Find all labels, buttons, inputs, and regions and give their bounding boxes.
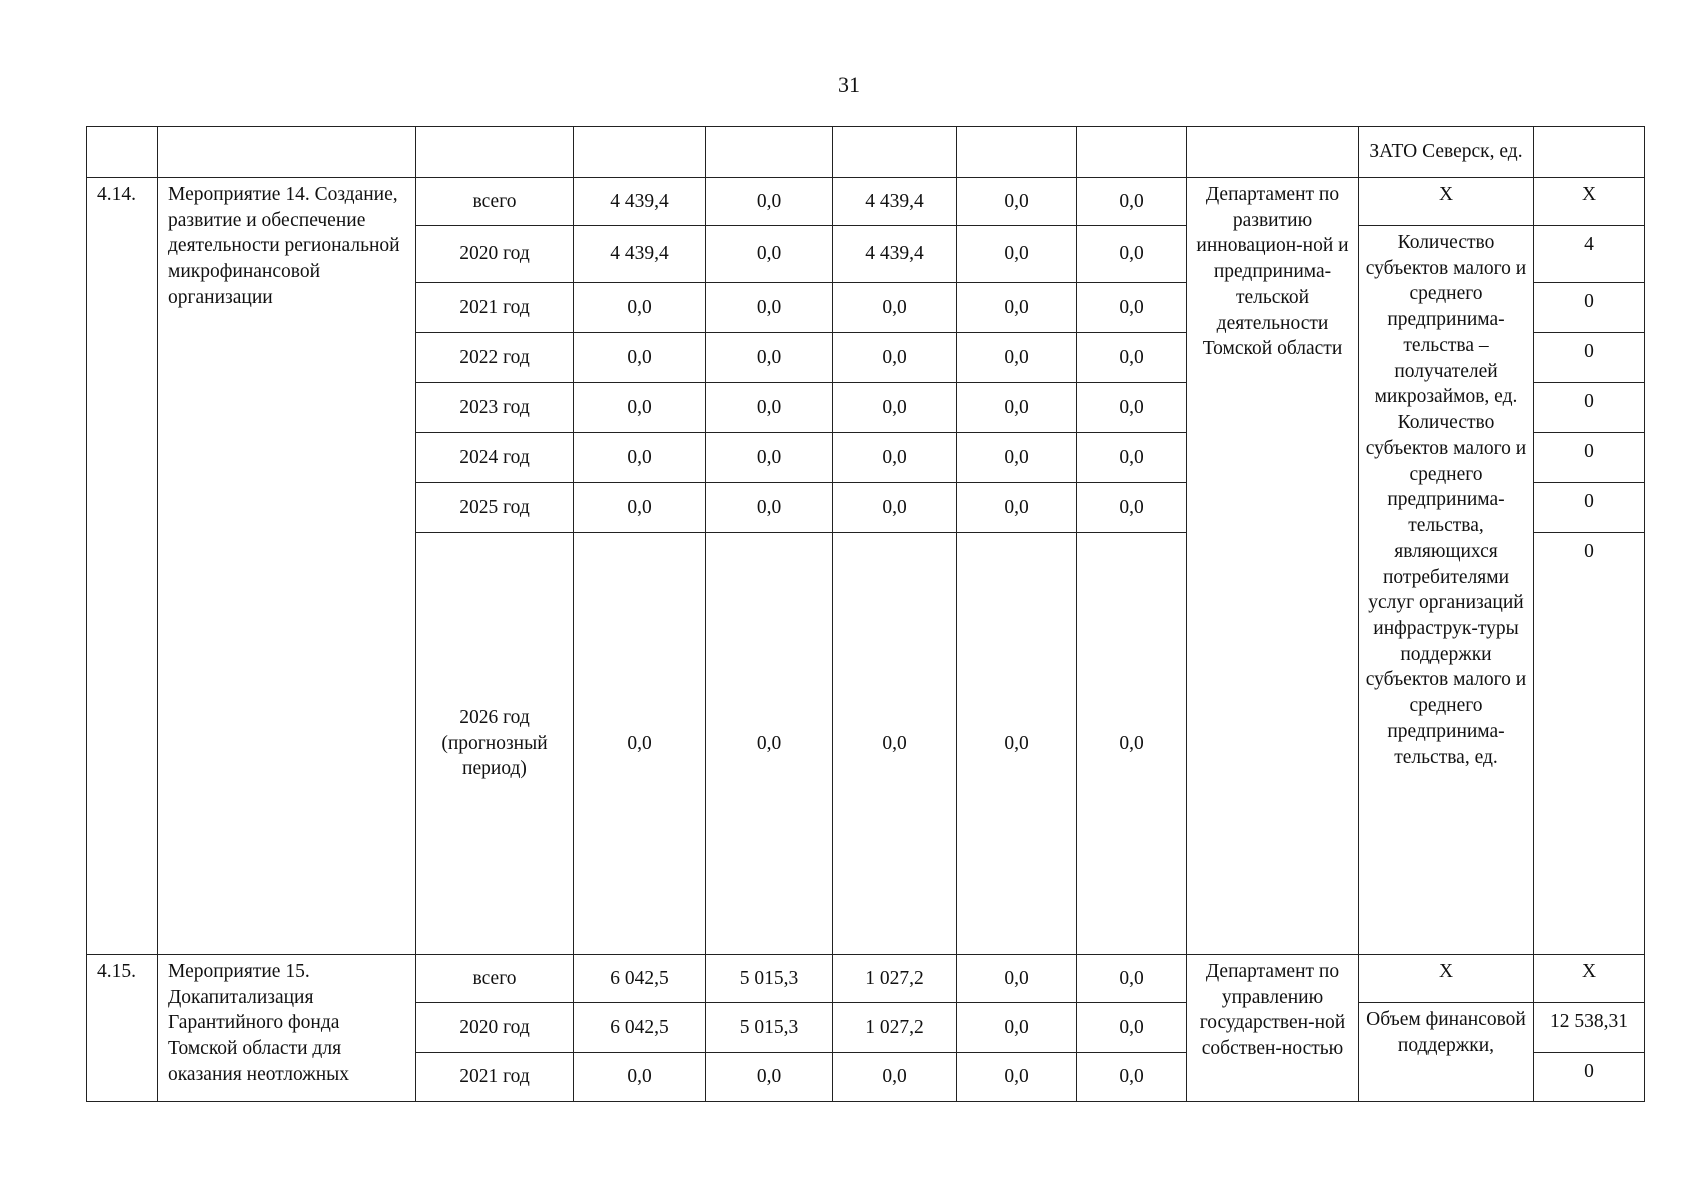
- indicator-value: 12 538,31: [1534, 1003, 1645, 1053]
- value-federal: 0,0: [706, 226, 833, 283]
- period: 2023 год: [416, 383, 574, 433]
- value-total: 0,0: [574, 283, 706, 333]
- value-regional: 0,0: [833, 383, 957, 433]
- value-regional: 0,0: [833, 483, 957, 533]
- table-row: [87, 955, 1645, 1003]
- item-number: 4.14.: [87, 178, 158, 955]
- value-federal: 5 015,3: [706, 1003, 833, 1053]
- indicator-value: 4: [1534, 226, 1645, 283]
- value-federal: 0,0: [706, 433, 833, 483]
- item-title: Мероприятие 14. Создание, развитие и обеспечение деятельности региональной микрофинансовой организации: [158, 178, 416, 955]
- period: 2020 год: [416, 1003, 574, 1053]
- cell-empty: [706, 127, 833, 178]
- value-federal: 5 015,3: [706, 955, 833, 1003]
- value-total: 6 042,5: [574, 1003, 706, 1053]
- indicator-text: Количество субъектов малого и среднего предпринима-тельства – получателей микрозаймов, ед. Количество субъектов малого и среднего предпринима-тельства, являющихся потребителями услуг организаций инфраструк-туры поддержки субъектов малого и среднего предпринима-тельства, ед.: [1359, 226, 1534, 955]
- value-local: 0,0: [957, 178, 1077, 226]
- item-number: 4.15.: [87, 955, 158, 1102]
- page-number: 31: [838, 72, 860, 97]
- value-regional: 0,0: [833, 533, 957, 955]
- period: всего: [416, 178, 574, 226]
- cell-empty: [158, 127, 416, 178]
- table-row: [87, 178, 1645, 226]
- value-total: 0,0: [574, 483, 706, 533]
- cell-empty: [833, 127, 957, 178]
- value-federal: 0,0: [706, 178, 833, 226]
- value-federal: 0,0: [706, 1053, 833, 1102]
- value-other: 0,0: [1077, 533, 1187, 955]
- value-regional: 0,0: [833, 1053, 957, 1102]
- value-total: 6 042,5: [574, 955, 706, 1003]
- value-local: 0,0: [957, 1053, 1077, 1102]
- value-other: 0,0: [1077, 433, 1187, 483]
- value-total: 0,0: [574, 383, 706, 433]
- indicator-value: 0: [1534, 1053, 1645, 1102]
- value-regional: 0,0: [833, 433, 957, 483]
- cell-empty: [1534, 127, 1645, 178]
- period: 2022 год: [416, 333, 574, 383]
- period: 2024 год: [416, 433, 574, 483]
- indicator-value: 0: [1534, 383, 1645, 433]
- cell-empty: [574, 127, 706, 178]
- program-table: [86, 126, 1645, 1102]
- period: всего: [416, 955, 574, 1003]
- table-row-continuation: [87, 127, 1645, 178]
- value-federal: 0,0: [706, 333, 833, 383]
- indicator-value: 0: [1534, 333, 1645, 383]
- cell-empty: [87, 127, 158, 178]
- value-other: 0,0: [1077, 178, 1187, 226]
- indicator-x: Х: [1359, 178, 1534, 226]
- value-local: 0,0: [957, 333, 1077, 383]
- value-regional: 0,0: [833, 333, 957, 383]
- executor: Департамент по управлению государствен-ной собствен-ностью: [1187, 955, 1359, 1102]
- indicator-x: Х: [1359, 955, 1534, 1003]
- value-local: 0,0: [957, 283, 1077, 333]
- indicator-value: 0: [1534, 483, 1645, 533]
- value-local: 0,0: [957, 955, 1077, 1003]
- value-regional: 4 439,4: [833, 178, 957, 226]
- cell-empty: [1187, 127, 1359, 178]
- value-regional: 0,0: [833, 283, 957, 333]
- value-total: 0,0: [574, 533, 706, 955]
- value-local: 0,0: [957, 483, 1077, 533]
- value-other: 0,0: [1077, 383, 1187, 433]
- indicator-value: 0: [1534, 283, 1645, 333]
- indicator-value-x: Х: [1534, 955, 1645, 1003]
- value-federal: 0,0: [706, 383, 833, 433]
- value-total: 0,0: [574, 433, 706, 483]
- value-total: 4 439,4: [574, 226, 706, 283]
- indicator-text: ЗАТО Северск, ед.: [1359, 127, 1534, 178]
- value-local: 0,0: [957, 226, 1077, 283]
- value-total: 0,0: [574, 1053, 706, 1102]
- indicator-text: Объем финансовой поддержки,: [1359, 1003, 1534, 1102]
- value-total: 0,0: [574, 333, 706, 383]
- period: 2021 год: [416, 283, 574, 333]
- value-other: 0,0: [1077, 1003, 1187, 1053]
- value-other: 0,0: [1077, 955, 1187, 1003]
- value-local: 0,0: [957, 1003, 1077, 1053]
- value-federal: 0,0: [706, 283, 833, 333]
- value-federal: 0,0: [706, 533, 833, 955]
- period: 2021 год: [416, 1053, 574, 1102]
- value-other: 0,0: [1077, 226, 1187, 283]
- value-total: 4 439,4: [574, 178, 706, 226]
- value-federal: 0,0: [706, 483, 833, 533]
- indicator-value: 0: [1534, 533, 1645, 955]
- cell-empty: [416, 127, 574, 178]
- period: 2026 год (прогнозный период): [416, 533, 574, 955]
- item-title: Мероприятие 15. Докапитализация Гарантийного фонда Томской области для оказания неотложных: [158, 955, 416, 1102]
- value-local: 0,0: [957, 383, 1077, 433]
- cell-empty: [957, 127, 1077, 178]
- value-other: 0,0: [1077, 1053, 1187, 1102]
- value-local: 0,0: [957, 433, 1077, 483]
- cell-empty: [1077, 127, 1187, 178]
- value-other: 0,0: [1077, 333, 1187, 383]
- value-other: 0,0: [1077, 483, 1187, 533]
- indicator-value: 0: [1534, 433, 1645, 483]
- value-regional: 1 027,2: [833, 1003, 957, 1053]
- executor: Департамент по развитию инновацион-ной и предпринима-тельской деятельности Томской области: [1187, 178, 1359, 955]
- period: 2020 год: [416, 226, 574, 283]
- indicator-value-x: Х: [1534, 178, 1645, 226]
- value-regional: 4 439,4: [833, 226, 957, 283]
- value-local: 0,0: [957, 533, 1077, 955]
- value-other: 0,0: [1077, 283, 1187, 333]
- period: 2025 год: [416, 483, 574, 533]
- value-regional: 1 027,2: [833, 955, 957, 1003]
